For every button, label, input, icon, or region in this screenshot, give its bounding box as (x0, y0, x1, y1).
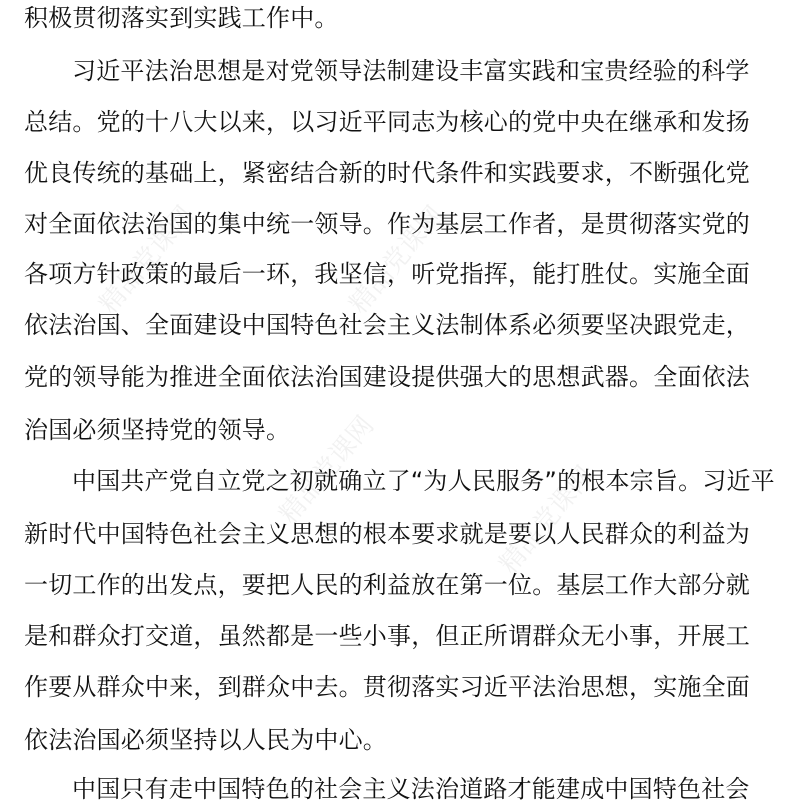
text-line: 积极贯彻落实到实践工作中。 (24, 4, 339, 32)
text-line: 治国必须坚持党的领导。 (24, 416, 291, 444)
text-line: 依法治国、全面建设中国特色社会主义法制体系必须要坚决跟党走， (24, 311, 750, 339)
watermark-text: 精品党课网 (273, 410, 381, 530)
text-line: 各项方针政策的最后一环，我坚信，听党指挥，能打胜仗。实施全面 (24, 260, 750, 288)
text-line: 总结。党的十八大以来，以习近平同志为核心的党中央在继承和发扬 (24, 108, 750, 136)
text-line: 新时代中国特色社会主义思想的根本要求就是要以人民群众的利益为 (24, 520, 750, 548)
watermark-text: 精品党课网 (93, 200, 201, 320)
text-line: 作要从群众中来，到群众中去。贯彻落实习近平法治思想，实施全面 (24, 673, 750, 701)
text-line: 依法治国必须坚持以人民为中心。 (24, 726, 387, 754)
paragraph-first-line: 中国共产党自立党之初就确立了“为人民服务”的根本宗旨。习近平 (72, 467, 775, 495)
watermark-text: 精品党课网 (343, 200, 451, 320)
text-line: 优良传统的基础上，紧密结合新的时代条件和实践要求，不断强化党 (24, 159, 750, 187)
text-line: 一切工作的出发点，要把人民的利益放在第一位。基层工作大部分就 (24, 571, 750, 599)
paragraph-first-line: 习近平法治思想是对党领导法制建设丰富实践和宝贵经验的科学 (72, 57, 750, 85)
text-line: 是和群众打交道，虽然都是一些小事，但正所谓群众无小事，开展工 (24, 622, 750, 650)
paragraph-first-line: 中国只有走中国特色的社会主义法治道路才能建成中国特色社会 (72, 775, 750, 803)
watermark-text: 精品党课网 (493, 460, 601, 580)
text-line: 党的领导能为推进全面依法治国建设提供强大的思想武器。全面依法 (24, 363, 750, 391)
text-line: 对全面依法治国的集中统一领导。作为基层工作者，是贯彻落实党的 (24, 210, 750, 238)
